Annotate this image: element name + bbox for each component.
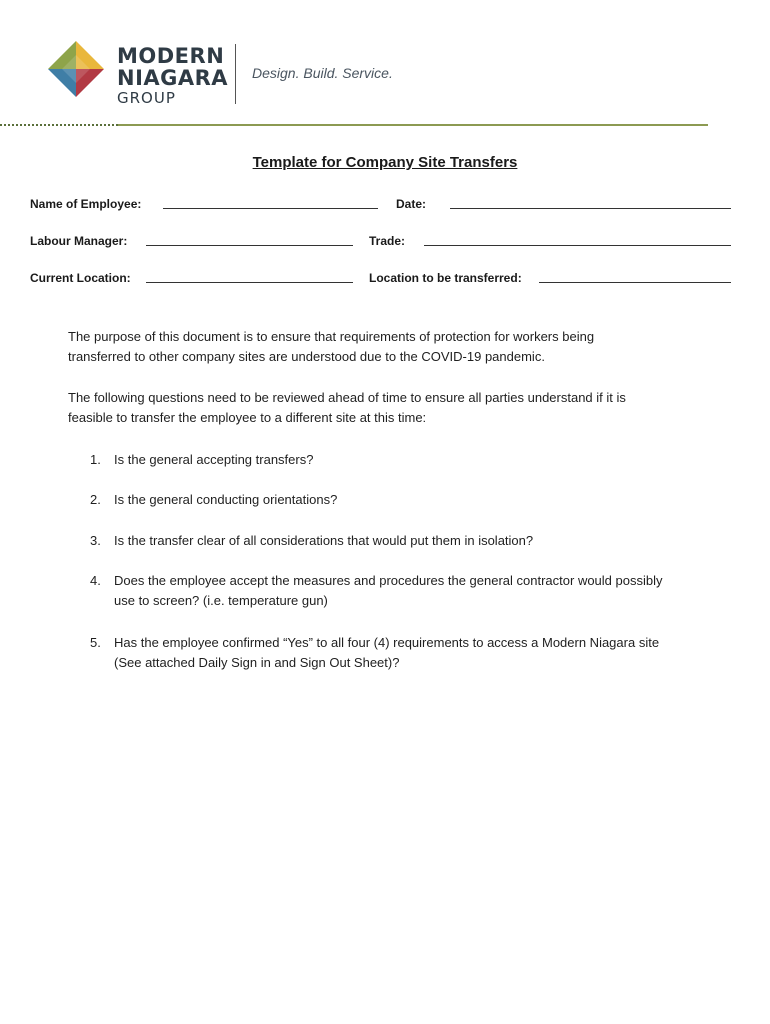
blank-location-to-be-transferred[interactable] (539, 271, 731, 283)
company-logo-text (117, 45, 228, 107)
company-tagline: Design. Build. Service. (252, 65, 393, 81)
question-text (114, 531, 724, 551)
purpose-paragraph (68, 327, 708, 367)
purpose-line-2: transferred to other company sites are understood due to the COVID-19 pandemic. (68, 349, 545, 364)
blank-date[interactable] (450, 197, 731, 209)
question-text (114, 450, 724, 470)
blank-trade[interactable] (424, 234, 731, 246)
blank-current-location[interactable] (146, 271, 353, 283)
modern-niagara-logo-icon (48, 41, 104, 97)
question-text (114, 490, 724, 510)
label-date: Date: (396, 197, 427, 211)
question-item (68, 571, 708, 611)
header-rule-solid (118, 124, 708, 126)
field-row-employee (0, 197, 770, 217)
question-line: use to screen? (i.e. temperature gun) (114, 593, 328, 608)
label-trade: Trade: (369, 234, 406, 248)
question-line: (See attached Daily Sign in and Sign Out Sheet)? (114, 655, 400, 670)
question-line: Is the general conducting orientations? (114, 492, 338, 507)
question-number: 4. (90, 573, 101, 588)
question-number: 1. (90, 452, 101, 467)
question-number: 2. (90, 492, 101, 507)
question-item (68, 450, 708, 470)
logo-divider (235, 44, 236, 104)
question-line: Does the employee accept the measures and procedures the general contractor would possibly (114, 573, 663, 588)
question-number: 5. (90, 635, 101, 650)
instructions-line-2: feasible to transfer the employee to a different site at this time: (68, 410, 427, 425)
label-current-location: Current Location: (30, 271, 131, 285)
label-labour-manager: Labour Manager: (30, 234, 128, 248)
question-item (68, 531, 708, 551)
question-line: Has the employee confirmed “Yes” to all four (4) requirements to access a Modern Niagara site (114, 635, 660, 650)
document-title: Template for Company Site Transfers (252, 154, 518, 171)
header-rule-dotted (0, 124, 118, 128)
field-row-manager (0, 234, 770, 254)
label-location-to-be-transferred: Location to be transferred: (369, 271, 522, 285)
blank-labour-manager[interactable] (146, 234, 353, 246)
purpose-line-1: The purpose of this document is to ensure that requirements of protection for workers being (68, 329, 595, 344)
blank-name-of-employee[interactable] (163, 197, 378, 209)
question-line: Is the transfer clear of all considerations that would put them in isolation? (114, 533, 534, 548)
logo-line-group: GROUP (117, 89, 176, 107)
question-number: 3. (90, 533, 101, 548)
logo-line-modern: MODERN (117, 44, 225, 68)
instructions-paragraph (68, 388, 708, 428)
question-text (114, 571, 724, 611)
question-item (68, 490, 708, 510)
question-text (114, 633, 724, 673)
question-line: Is the general accepting transfers? (114, 452, 314, 467)
question-item (68, 633, 708, 673)
field-row-location (0, 271, 770, 291)
header-rule (0, 124, 710, 127)
logo-line-niagara: NIAGARA (117, 66, 229, 90)
label-name-of-employee: Name of Employee: (30, 197, 142, 211)
instructions-line-1: The following questions need to be reviewed ahead of time to ensure all parties understand if it is (68, 390, 626, 405)
